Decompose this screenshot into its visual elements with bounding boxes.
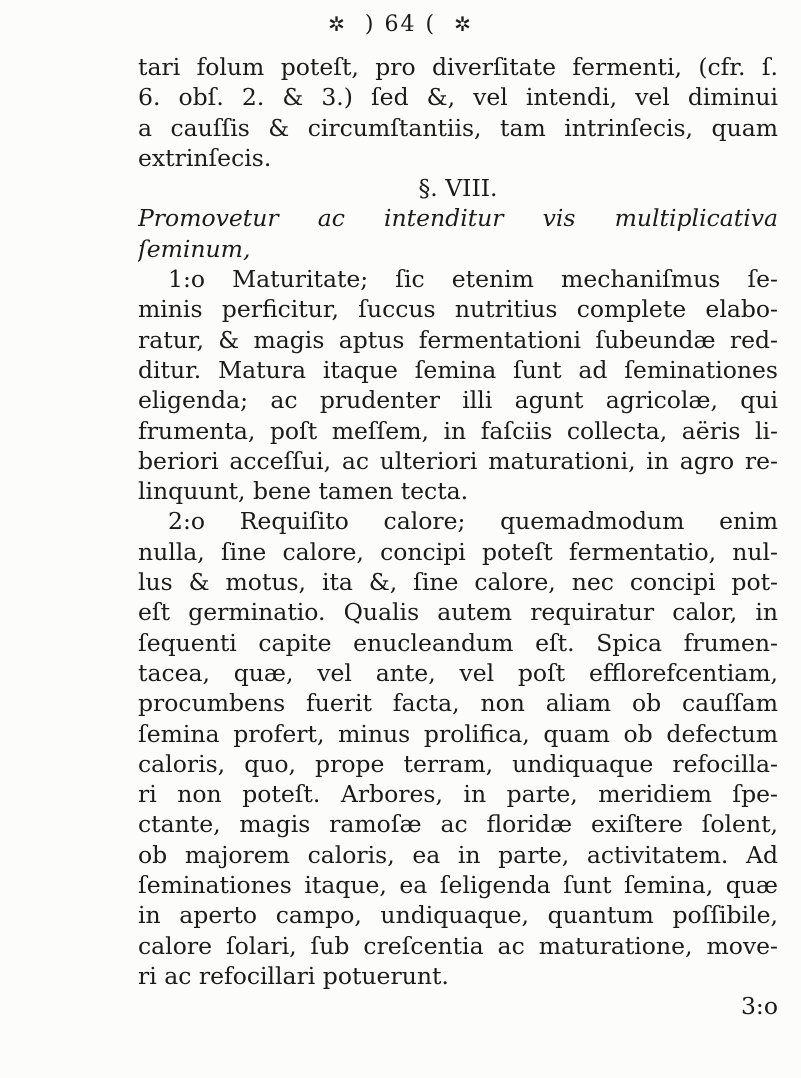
section-title: Promovetur ac intenditur vis multiplicativa bbox=[138, 204, 778, 233]
text-line: minis perficitur, ſuccus nutritius complete elabo- bbox=[138, 295, 778, 324]
right-ornament-icon: ✲ bbox=[454, 12, 473, 36]
running-header bbox=[0, 12, 801, 37]
text-line: ob majorem caloris, ea in parte, activitatem. Ad bbox=[138, 840, 778, 869]
page-number: ) 64 ( bbox=[364, 12, 437, 37]
text-line: ſequenti capite enucleandum eſt. Spica frumen- bbox=[138, 628, 778, 657]
text-line: ctante, magis ramoſæ ac floridæ exiſtere ſolent, bbox=[138, 810, 778, 839]
text-line: ſeminationes itaque, ea ſeligenda ſunt ſemina, quæ bbox=[138, 871, 778, 900]
text-line: tacea, quæ, vel ante, vel poſt efflorefcentiam, bbox=[138, 658, 778, 687]
catchword: 3:o bbox=[740, 992, 778, 1021]
text-line: procumbens fuerit facta, non aliam ob cauſſam bbox=[138, 689, 778, 718]
text-line: caloris, quo, prope terram, undiquaque refocilla- bbox=[138, 749, 778, 778]
text-line: tari folum poteſt, pro diverſitate fermenti, (cfr. ſ. bbox=[138, 53, 778, 81]
text-line: linquunt, bene tamen tecta. bbox=[138, 477, 469, 506]
section-heading: §. VIII. bbox=[418, 174, 498, 203]
text-line: extrinſecis. bbox=[138, 143, 272, 172]
text-line: a cauſſis & circumſtantiis, tam intrinſecis, quam bbox=[138, 113, 778, 142]
section-title: ſeminum, bbox=[138, 234, 251, 263]
text-line: beriori acceſſui, ac ulteriori maturationi, in agro re- bbox=[138, 446, 778, 475]
text-line: calore ſolari, ſub creſcentia ac maturatione, move- bbox=[138, 931, 778, 960]
text-line: nulla, ſine calore, concipi poteſt fermentatio, nul- bbox=[138, 537, 778, 566]
text-line: 6. obſ. 2. & 3.) ſed &, vel intendi, vel diminui bbox=[138, 83, 778, 112]
left-ornament-icon: ✲ bbox=[328, 12, 347, 36]
text-line: in aperto campo, undiquaque, quantum poſſibile, bbox=[138, 901, 778, 930]
text-line: ratur, & magis aptus fermentationi ſubeundæ red- bbox=[138, 325, 778, 354]
text-line: eligenda; ac prudenter illi agunt agricolæ, qui bbox=[138, 386, 778, 415]
text-line: lus & motus, ita &, ſine calore, nec concipi pot- bbox=[138, 568, 778, 597]
text-line: ſemina profert, minus prolifica, quam ob defectum bbox=[138, 719, 778, 748]
text-line: ditur. Matura itaque ſemina ſunt ad ſeminationes bbox=[138, 355, 778, 384]
text-line: frumenta, poſt meſſem, in faſciis collecta, aëris li- bbox=[138, 416, 778, 445]
text-line: eſt germinatio. Qualis autem requiratur calor, in bbox=[138, 598, 778, 627]
text-line: ri non poteſt. Arbores, in parte, meridiem ſpe- bbox=[138, 780, 778, 809]
text-line: ri ac refocillari potuerunt. bbox=[138, 961, 449, 990]
body-text bbox=[138, 52, 778, 1022]
text-line: 1:o Maturitate; ſic etenim mechaniſmus ſe- bbox=[168, 265, 778, 294]
text-line: 2:o Requiſito calore; quemadmodum enim bbox=[168, 507, 778, 536]
